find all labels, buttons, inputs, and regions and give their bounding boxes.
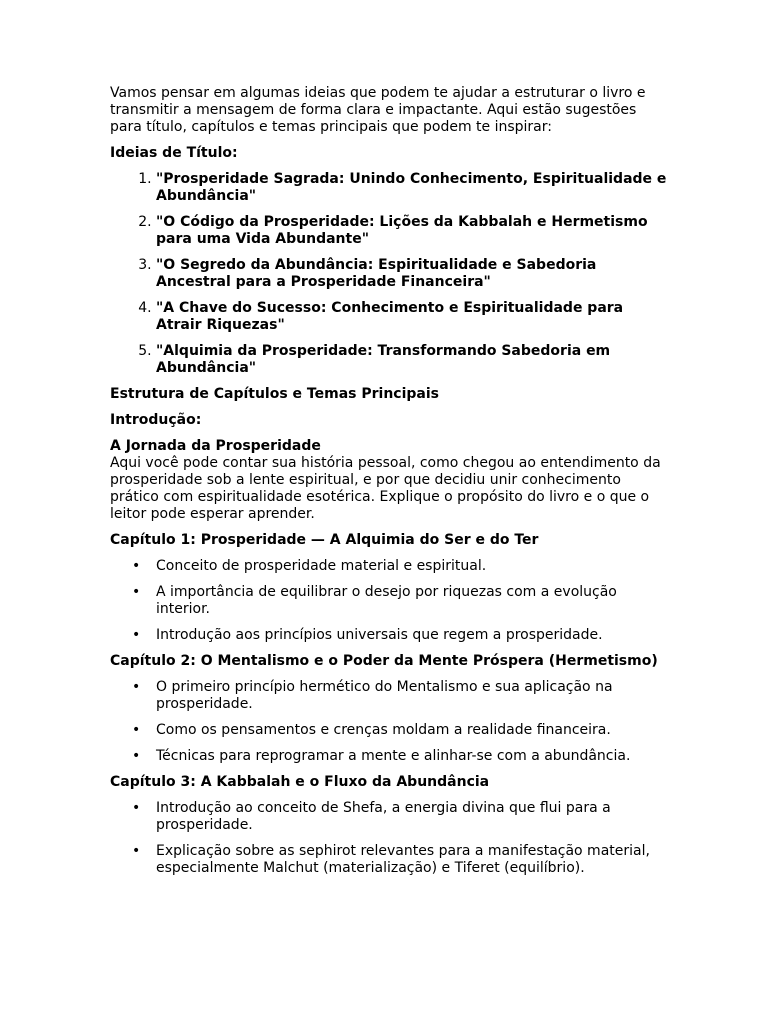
chapter-2-heading: Capítulo 2: O Mentalismo e o Poder da Mente Próspera (Hermetismo) (110, 653, 658, 669)
title-ideas-list (110, 171, 668, 377)
title-idea-item: 1. "Prosperidade Sagrada: Unindo Conhecimento, Espiritualidade e Abundância" (156, 171, 668, 205)
chapter-1-topics (110, 558, 668, 644)
introduction-heading: Introdução: (110, 412, 202, 428)
title-idea-item: 3. "O Segredo da Abundância: Espiritualidade e Sabedoria Ancestral para a Prosperidade Financeira" (156, 257, 668, 291)
chapter-3-topics (110, 800, 668, 877)
titles-heading: Ideias de Título: (110, 145, 238, 161)
journey-text: Aqui você pode contar sua história pessoal, como chegou ao entendimento da prosperidade sob a lente espiritual, e por que decidiu unir conhecimento prático com espiritualidade esotérica. Explique o propósito do livro e o que o leitor pode esperar aprender. (110, 455, 661, 522)
chapter-2-topics (110, 679, 668, 765)
chapter-1-heading: Capítulo 1: Prosperidade — A Alquimia do Ser e do Ter (110, 532, 539, 548)
list-item: • Conceito de prosperidade material e espiritual. (156, 558, 668, 575)
intro-paragraph: Vamos pensar em algumas ideias que podem te ajudar a estruturar o livro e transmitir a mensagem de forma clara e impactante. Aqui estão sugestões para título, capítulos e temas principais que podem te inspirar: (110, 85, 646, 135)
list-item: • Técnicas para reprogramar a mente e alinhar-se com a abundância. (156, 748, 668, 765)
journey-title: A Jornada da Prosperidade (110, 438, 321, 454)
structure-heading: Estrutura de Capítulos e Temas Principais (110, 386, 439, 402)
list-item: • Como os pensamentos e crenças moldam a realidade financeira. (156, 722, 668, 739)
title-idea-item: 2. "O Código da Prosperidade: Lições da Kabbalah e Hermetismo para uma Vida Abundante" (156, 214, 668, 248)
list-item: • Explicação sobre as sephirot relevantes para a manifestação material, especialmente Malchut (materialização) e Tiferet (equilíbrio). (156, 843, 668, 877)
list-item: • O primeiro princípio hermético do Mentalismo e sua aplicação na prosperidade. (156, 679, 668, 713)
title-idea-item: 5. "Alquimia da Prosperidade: Transformando Sabedoria em Abundância" (156, 343, 668, 377)
list-item: • Introdução aos princípios universais que regem a prosperidade. (156, 627, 668, 644)
journey-section (110, 438, 668, 523)
title-idea-item: 4. "A Chave do Sucesso: Conhecimento e Espiritualidade para Atrair Riquezas" (156, 300, 668, 334)
list-item: • A importância de equilibrar o desejo por riquezas com a evolução interior. (156, 584, 668, 618)
chapter-3-heading: Capítulo 3: A Kabbalah e o Fluxo da Abundância (110, 774, 490, 790)
list-item: • Introdução ao conceito de Shefa, a energia divina que flui para a prosperidade. (156, 800, 668, 834)
